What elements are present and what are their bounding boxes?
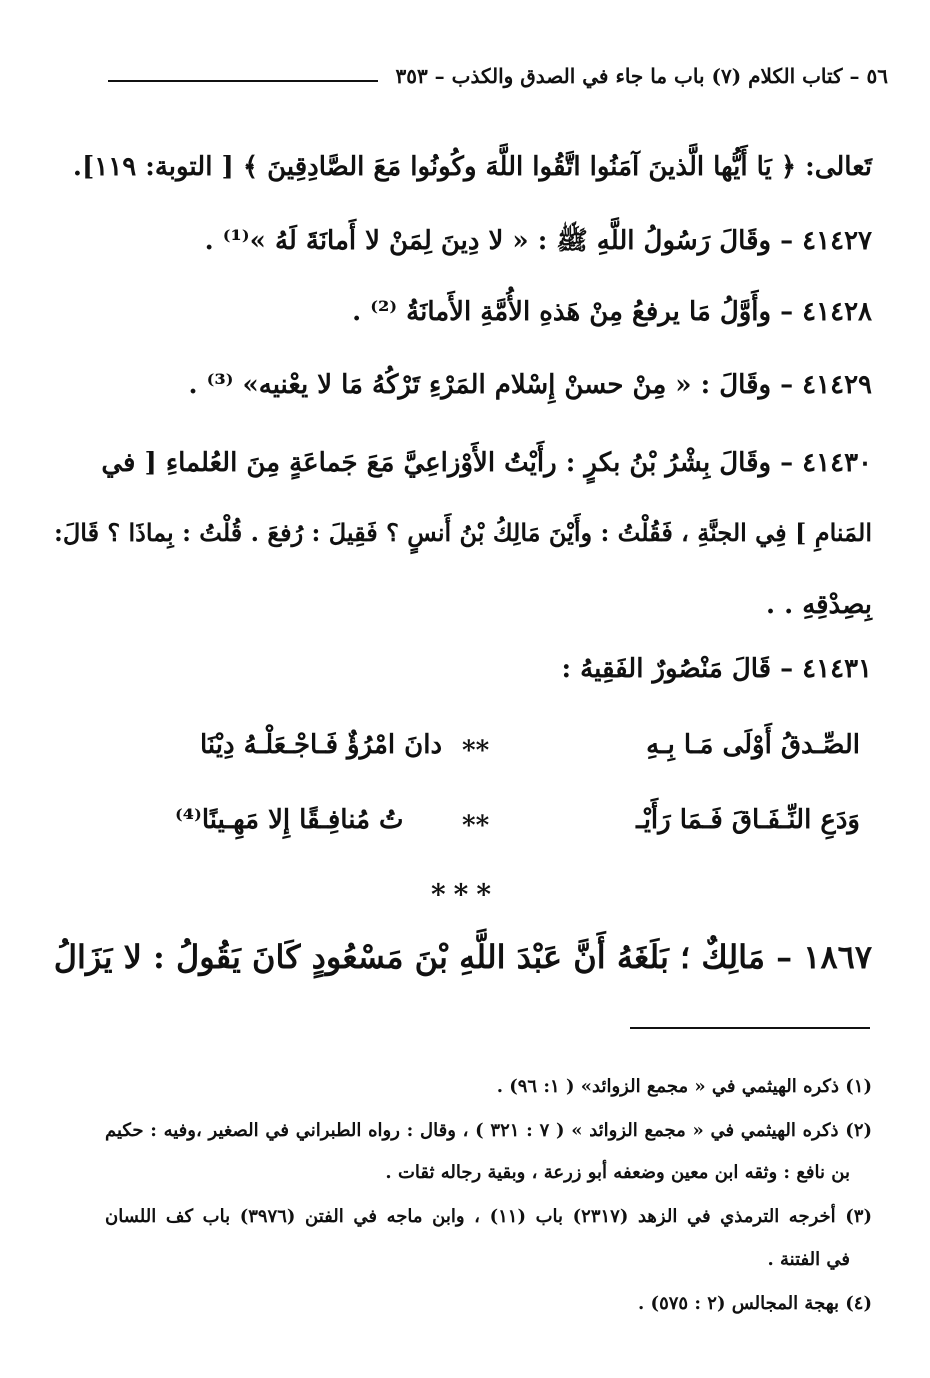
section-divider-stars: ***: [431, 878, 499, 911]
footnote-line: (١) ذكره الهيثمي في « مجمع الزوائد» ( ١: ٩٦) .: [496, 1076, 872, 1097]
text-line: ٤١٤٣٠ – وقَالَ بِشْرُ بْنُ بكرٍ : رأَيْتُ الأَوْزاعِيَّ مَعَ جَماعَةٍ مِنَ العُلماءِ [ في: [101, 448, 872, 478]
hadith-line: ١٨٦٧ – مَالِكٌ ؛ بَلَغَهُ أَنَّ عَبْدَ اللَّهِ بْنَ مَسْعُودٍ كَانَ يَقُولُ : لا يَزَالُ: [53, 938, 872, 976]
verse-hemistich-right: وَدَعِ النِّـفَـاقَ فَـمَا رَأَيْـ: [636, 805, 860, 835]
verse-hemistich-right: الصِّـدقُ أَوْلَى مَـا بِـهِ: [646, 730, 860, 760]
footnote-line: في الفتنة .: [767, 1249, 850, 1270]
header-rule: [108, 80, 378, 82]
text-line: ٤١٤٢٧ – وقَالَ رَسُولُ اللَّهِ ﷺ : « لا دِينَ لِمَنْ لا أَمانَةَ لَهُ »⁽¹⁾ .: [204, 226, 872, 256]
text-line: بِصِدْقِهِ . .: [765, 590, 872, 620]
footnote-line: بن نافع : وثقه ابن معين وضعفه أبو زرعة ، وبقية رجاله ثقات .: [385, 1162, 850, 1183]
verse-separator: **: [462, 811, 490, 841]
text-line: المَنامِ ] فِي الجنَّةِ ، فَقُلْتُ : وأَيْنَ مَالِكُ بْنُ أَنسٍ ؟ فَقِيلَ : رُفعَ . قُلْتُ : بِماذَا ؟ قَالَ:: [53, 518, 872, 547]
footnote-line: (٢) ذكره الهيثمي في « مجمع الزوائد » ( ٧ : ٣٢١ ) ، وقال : رواه الطبراني في الصغير ،وفيه : حكيم: [105, 1120, 873, 1141]
verse-hemistich-left: دانَ امْرُؤٌ فَـاجْـعَلْـهُ دِيْنَا: [200, 730, 443, 760]
running-header: [108, 64, 888, 94]
footnote-rule: [630, 1027, 870, 1029]
text-line: ٤١٤٣١ – قَالَ مَنْصُورٌ الفَقِيهُ :: [561, 654, 872, 684]
footnote-line: (٣) أخرجه الترمذي في الزهد (٢٣١٧) باب (١١) ، وابن ماجه في الفتن (٣٩٧٦) باب كف اللسان: [105, 1206, 872, 1227]
verse-separator: **: [462, 736, 490, 766]
text-line: ٤١٤٢٨ – وأَوَّلُ مَا يرفعُ مِنْ هَذهِ الأُمَّةِ الأَمانَةُ ⁽²⁾ .: [352, 297, 872, 327]
header-text: ٥٦ – كتاب الكلام (٧) باب ما جاء في الصدق والكذب – ٣٥٣: [395, 64, 888, 88]
footnote-line: (٤) بهجة المجالس (٢ : ٥٧٥) .: [638, 1293, 872, 1314]
text-line: تَعالى: ﴿ يَا أَيُّها الَّذينَ آمَنُوا اتَّقُوا اللَّهَ وكُونُوا مَعَ الصَّادِقِينَ ﴾ [ التوبة: ١١٩].: [72, 152, 872, 182]
verse-hemistich-left: تُ مُنافِـقًا إِلا مَهِـينًا⁽⁴⁾: [175, 805, 404, 835]
text-line: ٤١٤٢٩ – وقَالَ : « مِنْ حسنْ إِسْلام المَرْءِ تَرْكُهُ مَا لا يعْنيه» ⁽³⁾ .: [188, 370, 872, 400]
